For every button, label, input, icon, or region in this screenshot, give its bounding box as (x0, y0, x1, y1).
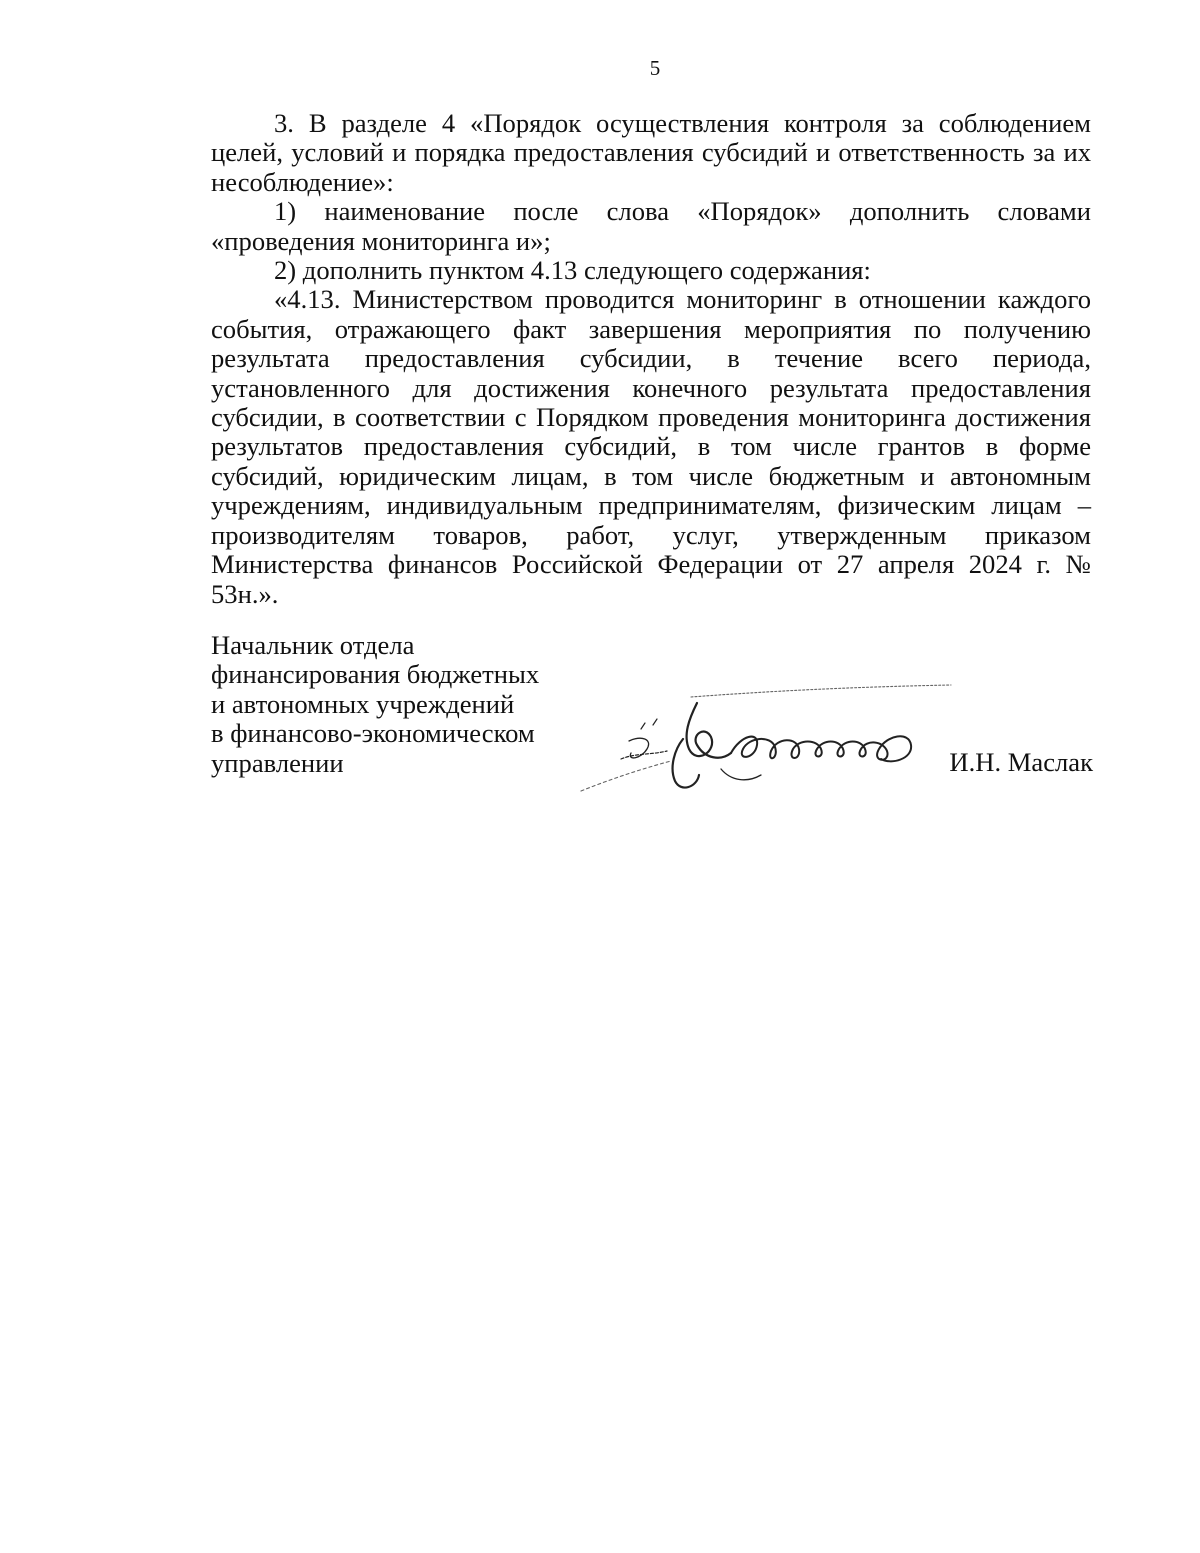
paragraph-item-1: 1) наименование после слова «Порядок» дополнить словами «проведения мониторинга и»; (211, 196, 1091, 256)
signer-name: И.Н. Маслак (949, 747, 1093, 777)
signer-position-line: финансирования бюджетных (211, 659, 540, 690)
document-body (211, 109, 1091, 609)
signature-block (211, 631, 1091, 811)
paragraph-section-3: 3. В разделе 4 «Порядок осуществления контроля за соблюдением целей, условий и порядка предоставления субсидий и ответственность за их несоблюдение»: (211, 108, 1091, 197)
signer-position-line: в финансово-экономическом (211, 718, 535, 749)
page-number: 5 (649, 56, 661, 80)
paragraph-item-2: 2) дополнить пунктом 4.13 следующего содержания: (274, 255, 871, 286)
signer-position-line: управлении (211, 747, 344, 778)
signer-position-line: и автономных учреждений (211, 688, 515, 719)
signer-position (211, 631, 539, 778)
handwritten-signature (571, 679, 971, 819)
paragraph-clause-4-13: «4.13. Министерством проводится мониторинг в отношении каждого события, отражающего факт завершения мероприятия по получению результата предоставления субсидии, в течение всего периода, установленного для достижения конечного результата предоставления субсидии, в соответствии с Порядком проведения мониторинга достижения результатов предоставления субсидий, в том числе грантов в форме субсидий, юридическим лицам, в том числе бюджетным и автономным учреждениям, индивидуальным предпринимателям, физическим лицам – производителям товаров, работ, услуг, утвержденным приказом Министерства финансов Российской Федерации от 27 апреля 2024 г. № 53н.». (211, 284, 1091, 609)
signer-position-line: Начальник отдела (211, 630, 415, 660)
